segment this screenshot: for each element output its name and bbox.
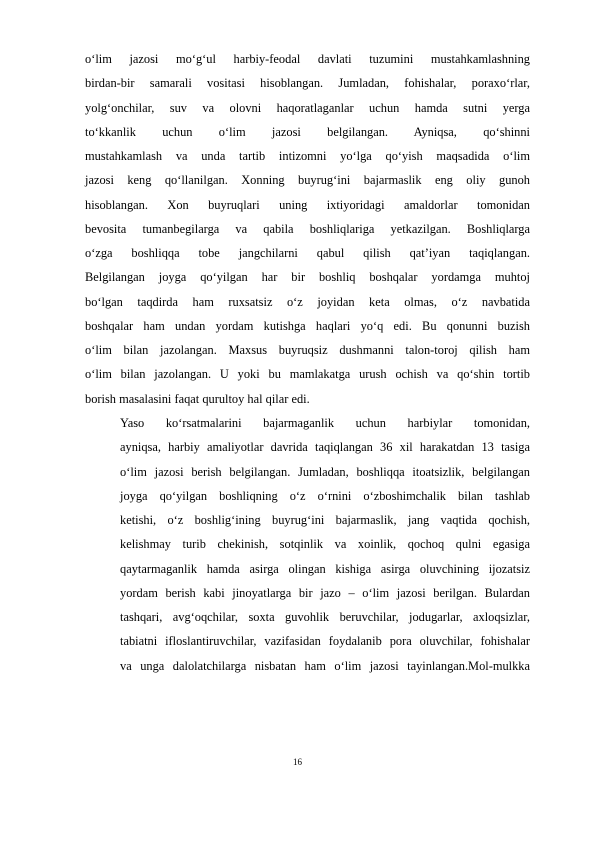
text-line: qaytarmaganlik hamda asirga olingan kishiga asirga oluvchining ijozatsiz — [120, 561, 530, 576]
text-line: hisoblangan. Xon buyruqlari uning ixtiyoridagi amaldorlar tomonidan — [85, 197, 530, 212]
text-line: birdan-bir samarali vositasi hisoblangan. Jumladan, fohishalar, poraxo‘rlar, — [85, 76, 530, 91]
text-line: to‘kkanlik uchun o‘lim jazosi belgilangan. Ayniqsa, qo‘shinni — [85, 124, 530, 139]
text-line: mustahkamlash va unda tartib intizomni yo‘lga qo‘yish maqsadida o‘lim — [85, 149, 530, 164]
text-line: o‘lim jazosi berish belgilangan. Jumladan, boshliqqa itoatsizlik, belgilangan — [120, 464, 530, 479]
text-line: Belgilangan joyga qo‘yilgan har bir boshliq boshqalar yordamga muhtoj — [85, 270, 530, 285]
text-line: va unga dalolatchilarga nisbatan ham o‘lim jazosi tayinlangan.Mol-mulkka — [120, 658, 530, 673]
paragraph-2 — [85, 411, 530, 678]
text-line: yordam berish kabi jinoyatlarga bir jazo – o‘lim jazosi berilgan. Bulardan — [120, 585, 530, 600]
text-line: joyga qo‘yilgan boshliqning o‘z o‘rnini o‘zboshimchalik bilan tashlab — [120, 488, 530, 503]
text-line: yolg‘onchilar, suv va olovni haqoratlaganlar uchun hamda sutni yerga — [85, 100, 530, 115]
text-line: bo‘lgan taqdirda ham ruxsatsiz o‘z joyidan keta olmas, o‘z navbatida — [85, 294, 530, 309]
text-line: kelishmay turib chekinish, sotqinlik va xoinlik, qochoq qulni egasiga — [120, 537, 530, 552]
document-page — [85, 47, 530, 678]
text-line: Yaso ko‘rsatmalarini bajarmaganlik uchun harbiylar tomonidan, — [120, 415, 530, 430]
text-line: tashqari, avg‘oqchilar, soxta guvohlik beruvchilar, jodugarlar, axloqsizlar, — [120, 610, 530, 625]
text-line: o‘zga boshliqqa tobe jangchilarni qabul qilish qat’iyan taqiqlangan. — [85, 246, 530, 261]
text-line: borish masalasini faqat qurultoy hal qilar edi. — [85, 391, 310, 406]
paragraph-1 — [85, 47, 530, 411]
text-line: tabiatni ifloslantiruvchilar, vazifasidan foydalanib pora oluvchilar, fohishalar — [120, 634, 530, 649]
text-line: ayniqsa, harbiy amaliyotlar davrida taqiqlangan 36 xil harakatdan 13 tasiga — [120, 440, 530, 455]
text-line: ketishi, o‘z boshlig‘ining buyrug‘ini bajarmaslik, jang vaqtida qochish, — [120, 513, 530, 528]
text-line: jazosi keng qo‘llanilgan. Xonning buyrug‘ini bajarmaslik eng oliy gunoh — [85, 173, 530, 188]
text-line: o‘lim bilan jazolangan. Maxsus buyruqsiz dushmanni talon-toroj qilish ham — [85, 343, 530, 358]
page-number: 16 — [293, 757, 302, 767]
text-line: boshqalar ham undan yordam kutishga haqlari yo‘q edi. Bu qonunni buzish — [85, 318, 530, 333]
text-line: o‘lim jazosi mo‘g‘ul harbiy-feodal davlati tuzumini mustahkamlashning — [85, 52, 530, 66]
text-line: o‘lim bilan jazolangan. U yoki bu mamlakatga urush ochish va qo‘shin tortib — [85, 367, 530, 382]
text-line: bevosita tumanbegilarga va qabila boshliqlariga yetkazilgan. Boshliqlarga — [85, 221, 530, 236]
